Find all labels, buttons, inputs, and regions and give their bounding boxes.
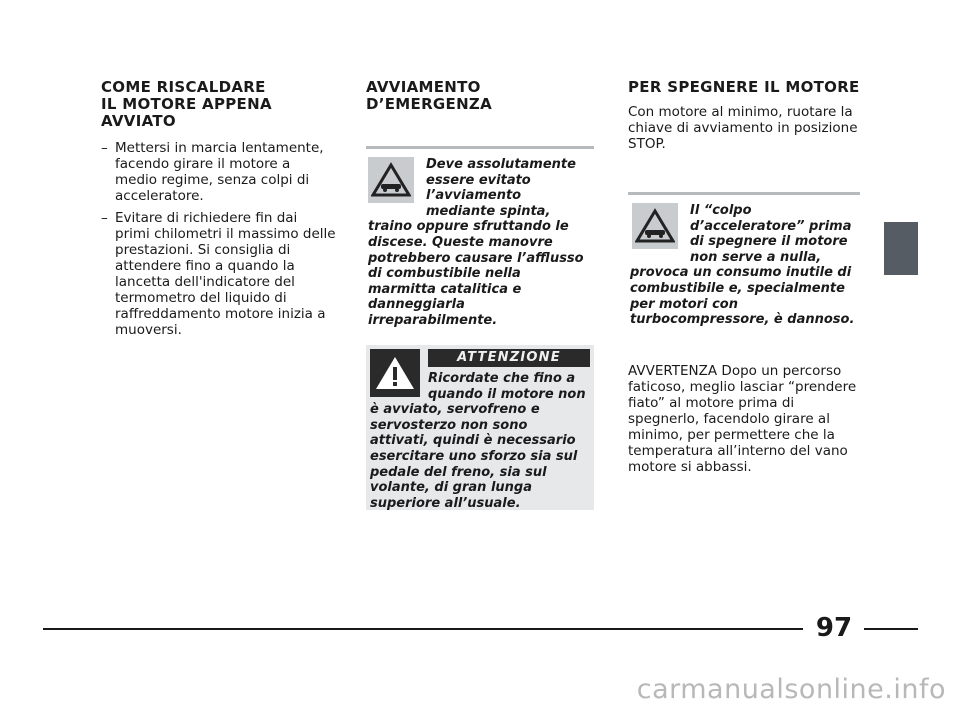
environment-warning-box [366,146,594,328]
section-side-tab [884,222,918,275]
car-warning-triangle-icon [368,157,414,203]
list-item: – Evitare di richiedere fin dai primi chilometri il massimo delle prestazioni. Si consiglia di attendere fino a quando la lancetta dell'indicatore del termometro del liquido di raffreddamento motore inizia a muoversi. [101,210,336,338]
footer-rule-right [864,628,918,630]
attention-label: ATTENZIONE [428,349,590,367]
throttle-warning-box [628,192,860,328]
section-heading-warm-up: COME RISCALDARE IL MOTORE APPENA AVVIATO [101,78,272,130]
section-heading-emergency-start: AVVIAMENTO D’EMERGENZA [366,78,493,113]
page-number: 97 [815,613,853,643]
exclamation-triangle-icon [370,349,420,397]
footer-rule-left [43,628,803,630]
warning-text: Il “colpo d’acceleratore” prima di spegnere il motore non serve a nulla, provoca un consumo inutile di combustibile e, specialmente per motori con turbocompressore, è dannoso. [630,203,855,328]
stop-engine-instructions: Con motore al minimo, ruotare la chiave di avviamento in posizione STOP. [628,104,858,152]
advisory-note [628,363,860,475]
left-column [101,79,336,344]
advisory-text: AVVERTENZA Dopo un percorso faticoso, meglio lasciar “prendere fiato” al motore prima di spegnerlo, facendolo girare al minimo, per permettere che la temperatura all’interno del vano motore si abbassi. [628,363,857,475]
car-warning-triangle-icon [632,203,678,249]
list-item: – Mettersi in marcia lentamente, facendo girare il motore a medio regime, senza colpi di acceleratore. [101,140,324,204]
attention-text: Ricordate che fino a quando il motore non è avviato, servofreno e servosterzo non sono attivati, quindi è necessario esercitare uno sforzo sia sul pedale del freno, sia sul volante, di gran lunga superiore all’usuale. [370,371,586,511]
warning-text: Deve assolutamente essere evitato l’avviamento mediante spinta, traino oppure sfruttando le discese. Queste manovre potrebbero causare l’afflusso di combustibile nella marmitta catalitica e danneggiarla irreparabilmente. [368,157,584,328]
right-column [628,79,860,152]
watermark: carmanualsonline.info [636,674,946,705]
section-heading-stop-engine: PER SPEGNERE IL MOTORE [628,78,860,96]
middle-column [366,79,596,113]
attention-box [366,345,594,510]
